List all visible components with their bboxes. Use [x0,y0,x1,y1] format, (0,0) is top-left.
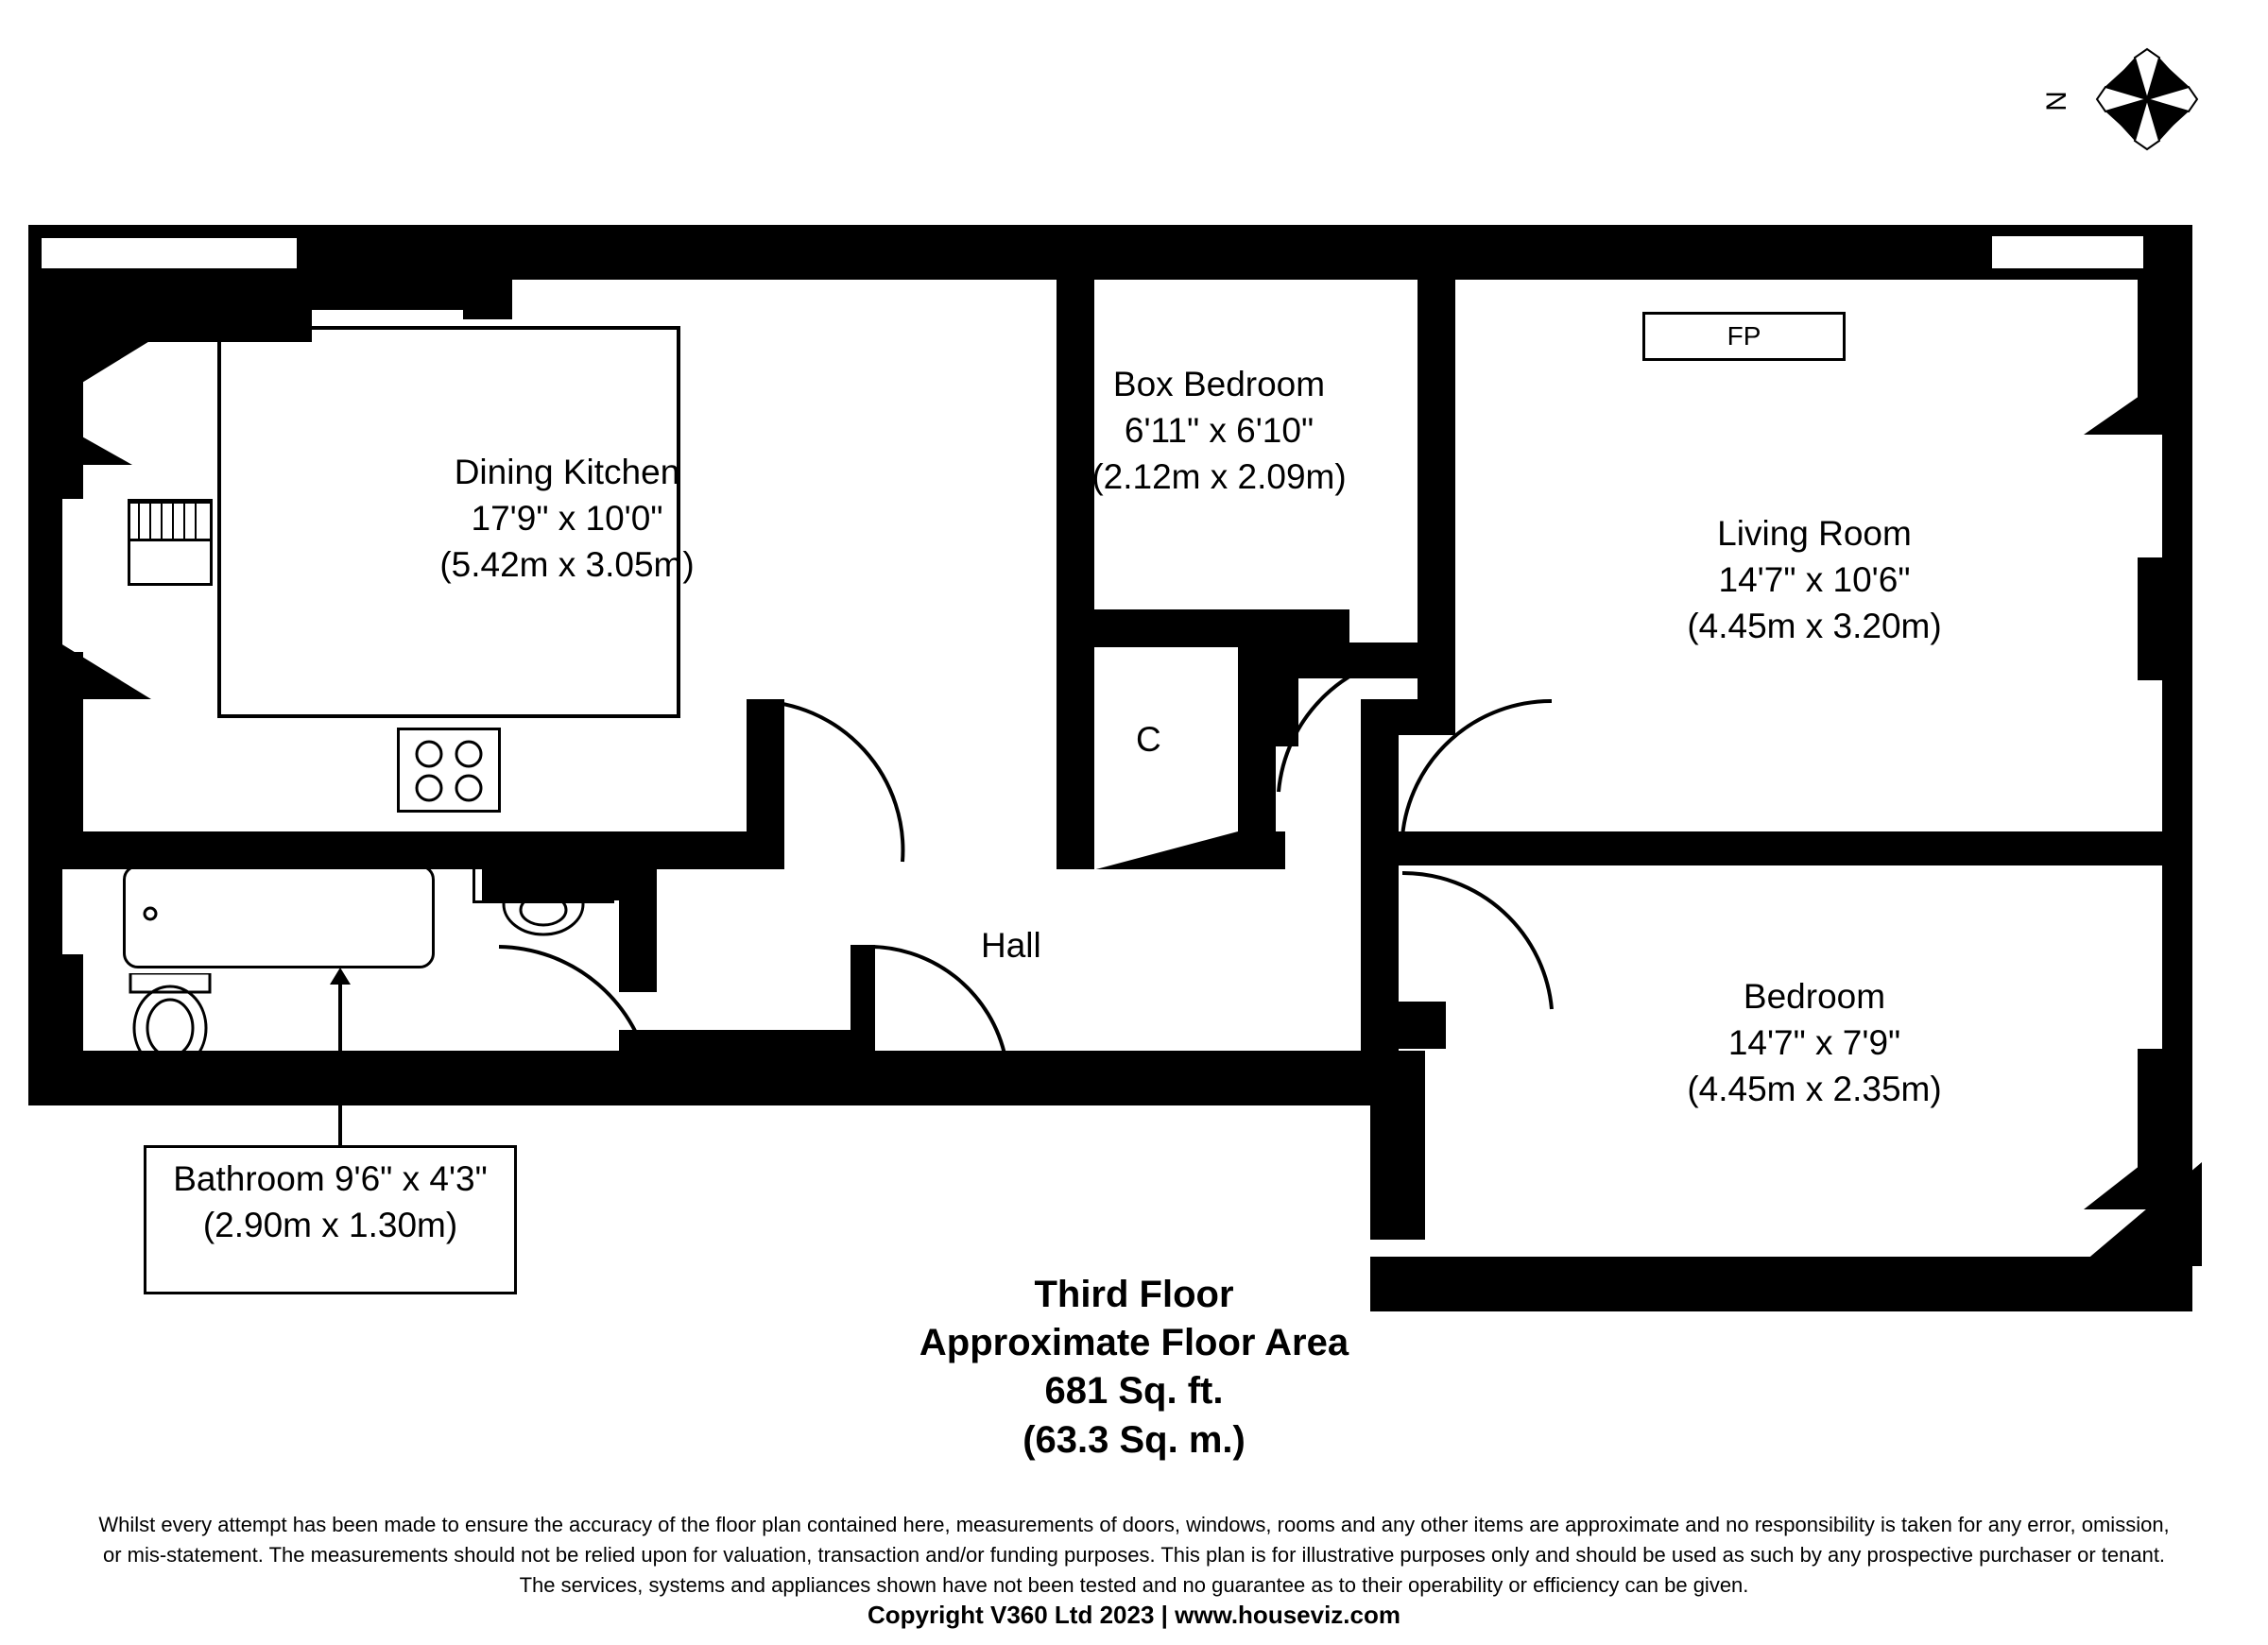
summary-floor: Third Floor [1034,1274,1234,1315]
disclaimer-text [0,1510,2268,1601]
door-swing-kitchen [756,699,907,865]
wall-kitchen-bathroom [28,831,747,869]
door-swing-livingroom [1399,699,1559,841]
room-dims-imperial: 14'7" x 7'9" [1727,1023,1901,1063]
hall-label: Hall [981,926,1041,965]
room-dims-imperial: 17'9" x 10'0" [471,499,663,539]
room-name: Living Room [1717,514,1912,553]
window-right-upper-2 [2187,406,2191,565]
bathtub-plug-icon [142,905,164,928]
wall-cupboard-bottom [1096,831,1285,869]
door-jamb-kitchen [747,699,784,720]
disclaimer-line-3: The services, systems and appliances shown have not been tested and no guarantee as to their operability or efficiency can be given. [519,1572,1749,1597]
room-dims-metric: (5.42m x 3.05m) [439,545,695,585]
kitchen-counter-horiz-top [217,326,680,330]
bathroom-callout-arrow [338,983,342,1148]
window-right-upper-1 [2166,406,2170,565]
room-name: Bathroom [173,1159,325,1198]
door-jamb-hall-bottom [850,945,875,1068]
kitchen-drainer-lines-icon [131,503,209,539]
room-dims-metric: (4.45m x 3.20m) [1687,607,1942,646]
room-label-box-bedroom [1002,361,1436,501]
fireplace-marker [1642,312,1846,361]
compass-north-label: N [2040,91,2072,111]
compass [2041,38,2211,161]
room-dims-imperial: 14'7" x 10'6" [1718,560,1911,600]
wall-bay-chamfer-top [28,340,151,416]
room-label-bedroom [1588,973,2041,1113]
summary-area-metric: (63.3 Sq. m.) [1022,1418,1246,1461]
bathtub [123,865,435,968]
wall-kitchen-top2 [463,274,512,319]
wall-bathroom-right-jog [482,865,652,900]
kitchen-counter-vert-left [217,326,221,718]
wall-bottom-hall2 [983,1051,1380,1105]
window-left-upper-2 [59,491,62,660]
copyright-line: Copyright V360 Ltd 2023 | www.houseviz.com [867,1601,1400,1629]
floor-area-summary [0,1271,2268,1465]
summary-area-title: Approximate Floor Area [919,1322,1349,1364]
kitchen-counter-horiz-bottom [217,714,680,718]
room-dims-metric: (2.12m x 2.09m) [1091,457,1347,497]
kitchen-hob-burners-icon [397,728,501,813]
disclaimer-line-2: or mis-statement. The measurements should not be relied upon for valuation, transaction and/or funding purposes. This plan is for illustrative purposes only and should be used as such by any prospective purchaser or tenant. [102,1542,2166,1567]
disclaimer-line-1: Whilst every attempt has been made to ensure the accuracy of the floor plan contained here, measurements of doors, windows, rooms and any other items are approximate and no responsibility is taken for any error, omission, [98,1513,2170,1536]
fireplace-label: FP [1727,321,1761,351]
room-name: Dining Kitchen [454,453,680,491]
window-top-left-gap [42,238,297,268]
window-top-right-gap [1992,236,2143,268]
room-name: Bedroom [1743,977,1886,1016]
door-jamb-boxbedroom [1274,643,1298,746]
cupboard-label: C [1136,720,1161,759]
room-dims-imperial: 9'6" x 4'3" [334,1159,488,1198]
window-top-right-line [1992,272,2145,276]
wall-top-mid [775,225,1474,280]
room-dims-metric: (2.90m x 1.30m) [202,1206,458,1245]
wall-boxbedroom-bottom [1057,609,1349,647]
room-label-living-room [1588,510,2041,650]
toilet-icon [123,973,227,1077]
room-label-dining-kitchen [321,449,813,589]
wall-bay-chamfer-bot [28,624,151,699]
wall-hall-bedroom-vert [1361,865,1399,1102]
summary-area-imperial: 681 Sq. ft. [1044,1370,1224,1413]
wall-cupboard-left [1057,643,1094,869]
door-jamb-bathroom [619,1032,657,1068]
room-dims-metric: (4.45m x 2.35m) [1687,1070,1942,1109]
window-top-left-line [42,272,299,276]
room-dims-imperial: 6'11" x 6'10" [1124,411,1314,451]
door-swing-bedroom [1399,869,1559,1011]
room-name: Box Bedroom [1112,365,1326,403]
window-left-upper-1 [38,491,42,660]
